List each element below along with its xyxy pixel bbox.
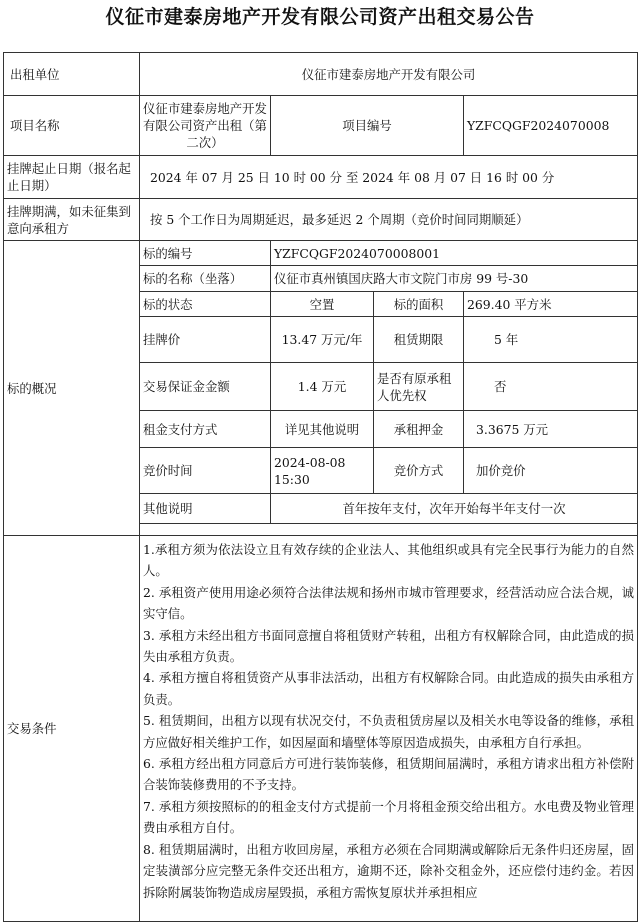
other-notes-value: 首年按年支付，次年开始每半年支付一次 (271, 494, 638, 524)
lot-no-value: YZFCQGF2024070008001 (271, 241, 638, 266)
lot-status-value: 空置 (271, 292, 374, 317)
condition-item: 7. 承租方须按照标的的租金支付方式提前一个月将租金预交给出租方。水电费及物业管理费由承租方自付。 (143, 798, 634, 836)
announcement-table (3, 52, 638, 922)
lease-term-value: 5 年 (464, 317, 638, 363)
page-title: 仪征市建泰房地产开发有限公司资产出租交易公告 (105, 6, 535, 28)
project-code-label: 项目编号 (271, 96, 464, 156)
conditions-label: 交易条件 (4, 536, 140, 922)
listing-dates-label: 挂牌起止日期（报名起止日期） (4, 156, 140, 199)
rent-deposit-label: 承租押金 (374, 411, 464, 448)
lessor-value: 仪征市建泰房地产开发有限公司 (140, 53, 638, 96)
condition-item: 3. 承租方未经出租方书面同意擅自将租赁财产转租，出租方有权解除合同，由此造成的损失由承租方负责。 (143, 627, 634, 665)
bid-method-value: 加价竞价 (464, 448, 638, 494)
condition-item: 6. 承租方经出租方同意后方可进行装饰装修，租赁期间届满时，承租方请求出租方补偿附合装饰装修费用的不予支持。 (143, 756, 634, 793)
condition-item: 4. 承租方擅自将租赁资产从事非法活动，出租方有权解除合同。由此造成的损失由承租方负责。 (143, 670, 634, 707)
other-notes-label: 其他说明 (140, 494, 271, 524)
listing-dates-value: 2024 年 07 月 25 日 10 时 00 分 至 2024 年 08 月 07 日 16 时 00 分 (140, 156, 638, 199)
bid-time-label: 竞价时间 (140, 448, 271, 494)
condition-item: 8. 租赁期届满时，出租方收回房屋，承租方必须在合同期满或解除后无条件归还房屋，固定装潢部分应完整无条件交还出租方，逾期不还，除补交租金外，还应偿付违约金。若因拆除附属装饰物造成房屋毁损，承租方需恢复原状并承担相应 (143, 841, 634, 900)
expiry-label: 挂牌期满，如未征集到意向承租方 (4, 199, 140, 241)
rent-deposit-value: 3.3675 万元 (464, 411, 638, 448)
lot-status-label: 标的状态 (140, 292, 271, 317)
priority-value: 否 (464, 363, 638, 411)
lot-area-label: 标的面积 (374, 292, 464, 317)
payment-label: 租金支付方式 (140, 411, 271, 448)
lot-name-label: 标的名称（坐落） (140, 266, 271, 292)
lot-area-value: 269.40 平方米 (464, 292, 638, 317)
list-price-value: 13.47 万元/年 (271, 317, 374, 363)
lease-term-label: 租赁期限 (374, 317, 464, 363)
condition-item: 1.承租方须为依法设立且有效存续的企业法人、其他组织或具有完全民事行为能力的自然人。 (143, 542, 634, 579)
lot-no-label: 标的编号 (140, 241, 271, 266)
project-name-value: 仪征市建泰房地产开发有限公司资产出租（第二次） (140, 96, 271, 156)
project-code-value: YZFCQGF2024070008 (464, 96, 638, 156)
project-name-label: 项目名称 (4, 96, 140, 156)
list-price-label: 挂牌价 (140, 317, 271, 363)
deposit-label: 交易保证金金额 (140, 363, 271, 411)
condition-item: 2. 承租资产使用用途必须符合法律法规和扬州市城市管理要求，经营活动应合法合规，诚实守信。 (143, 584, 634, 622)
payment-value: 详见其他说明 (271, 411, 374, 448)
condition-item: 5. 租赁期间，出租方以现有状况交付，不负责租赁房屋以及相关水电等设备的维修，承租方应做好相关维护工作，如因屋面和墙壁体等原因造成损失，由承租方自行承担。 (143, 713, 634, 750)
conditions-list (140, 536, 638, 922)
bid-method-label: 竞价方式 (374, 448, 464, 494)
lot-name-value: 仪征市真州镇国庆路大市文院门市房 99 号-30 (271, 266, 638, 292)
priority-label: 是否有原承租人优先权 (374, 363, 464, 411)
overview-label: 标的概况 (4, 241, 140, 536)
bid-time-value: 2024-08-08 15:30 (271, 448, 374, 494)
deposit-value: 1.4 万元 (271, 363, 374, 411)
expiry-value: 按 5 个工作日为周期延迟，最多延迟 2 个周期（竞价时间同期顺延） (140, 199, 638, 241)
overview-spacer (140, 524, 638, 536)
lessor-label: 出租单位 (4, 53, 140, 96)
